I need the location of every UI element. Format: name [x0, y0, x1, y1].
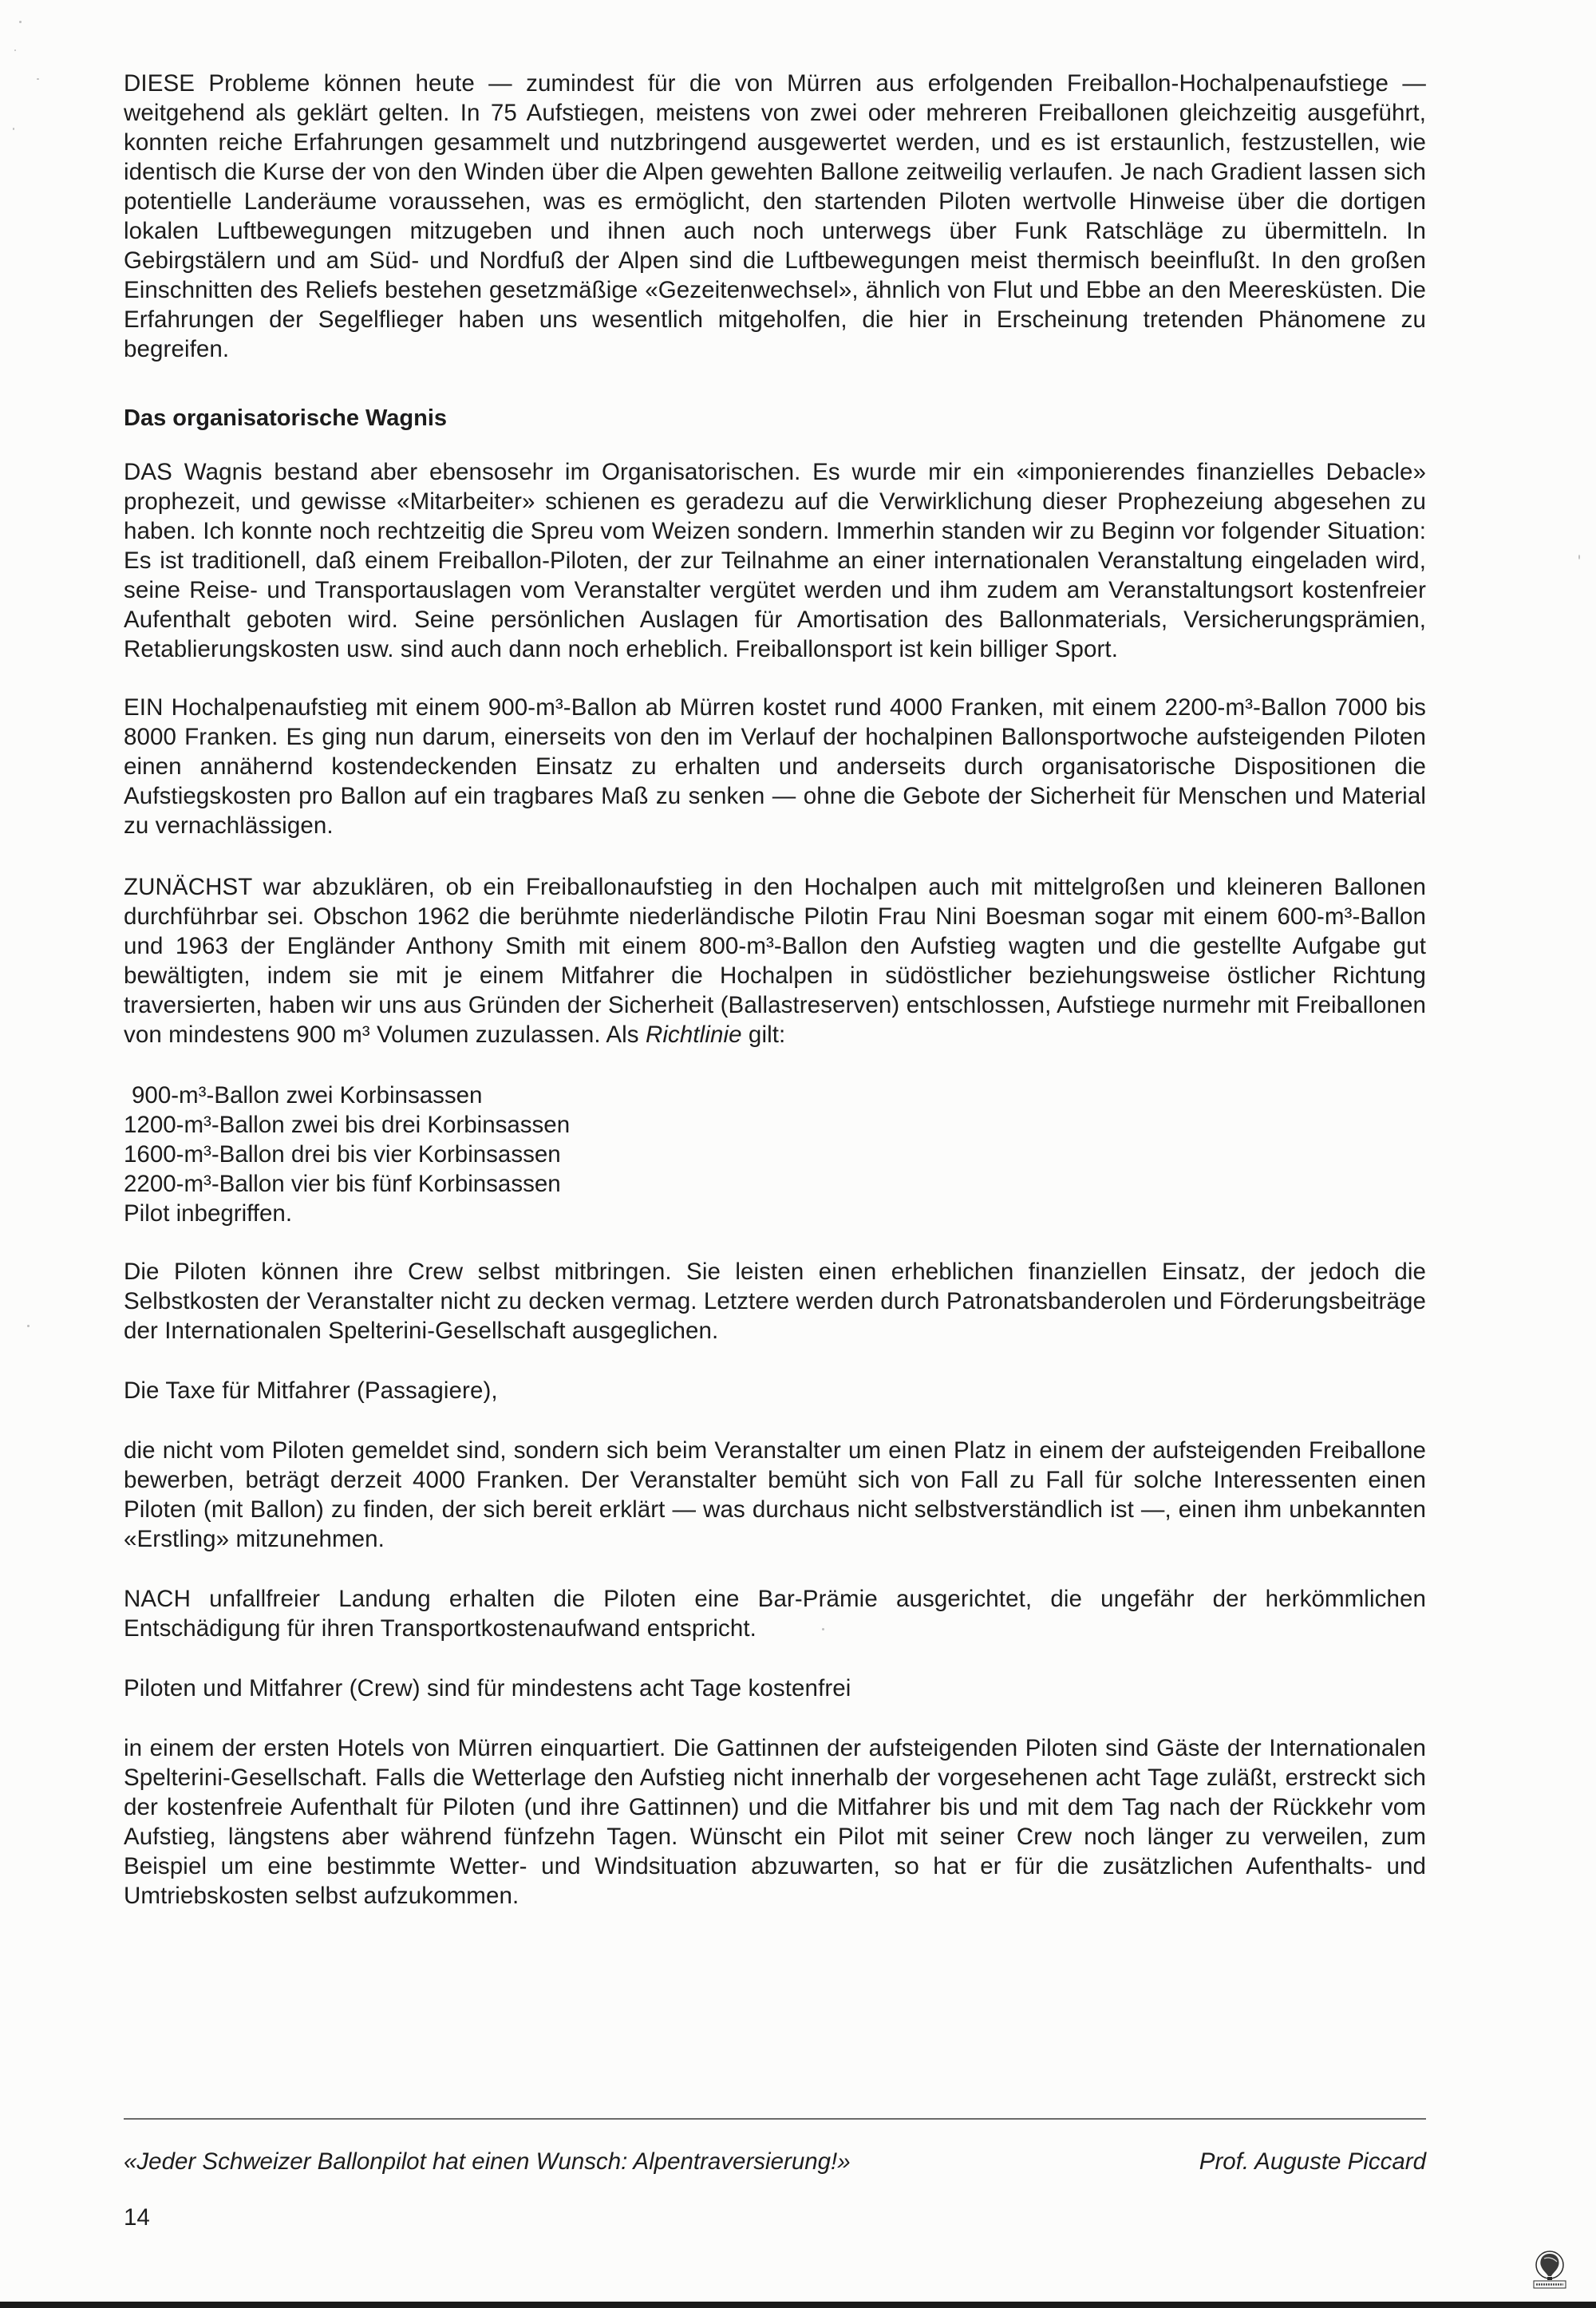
- footer-divider: [124, 2118, 1426, 2120]
- scan-speck: [822, 1628, 824, 1630]
- richtlinie-suffix: gilt:: [741, 1022, 786, 1048]
- page-number: 14: [124, 2204, 150, 2231]
- guideline-item: 2200-m³-Ballon vier bis fünf Korbinsassen: [124, 1171, 561, 1197]
- section-heading: Das organisatorische Wagnis: [124, 405, 448, 431]
- scan-speck: [13, 128, 14, 130]
- guideline-list: [124, 1081, 1426, 1228]
- scan-speck: [19, 21, 22, 23]
- paragraph-balloon-size-text: ZUNÄCHST war abzuklären, ob ein Freiballonaufstieg in den Hochalpen auch mit mittelgroßen und kleineren Ballonen durchführbar sei. Obschon 1962 die berühmte niederländische Pilotin Frau Nini Boesman sogar mit einem 600-m³-Ballon und 1963 der Engländer Anthony Smith mit einem 800-m³-Ballon den Aufstieg wagten und die gestellte Aufgabe gut bewältigten, indem sie mit je einem Mitfahrer die Hochalpen in südöstlicher beziehungsweise östlicher Richtung traversierten, haben wir uns aus Gründen der Sicherheit (Ballastreserven) entschlossen, Aufstiege nurmehr mit Freiballonen von mindestens 900 m³ Volumen zuzulassen. Als: [124, 874, 1426, 1048]
- footer-quote: «Jeder Schweizer Ballonpilot hat einen Wunsch: Alpentraversierung!»: [124, 2148, 851, 2175]
- guideline-item: 1600-m³-Ballon drei bis vier Korbinsassen: [124, 1141, 561, 1168]
- scan-speck: [37, 78, 39, 80]
- scan-speck: [1578, 555, 1580, 559]
- intro-paragraph: DIESE Probleme können heute — zumindest für die von Mürren aus erfolgenden Freiballon-Hochalpenaufstiege — weitgehend als geklärt gelten. In 75 Aufstiegen, meistens von zwei oder mehreren Freiballonen gleichzeitig ausgeführt, konnten reiche Erfahrungen gesammelt und nutzbringend ausgewertet werden, und es ist erstaunlich, festzustellen, wie identisch die Kurse der von den Winden über die Alpen gewehten Ballone zeitweilig verlaufen. Je nach Gradient lassen sich potentielle Landeräume voraussehen, was es ermöglicht, den startenden Piloten wertvolle Hinweise über die dortigen lokalen Luftbewegungen mitzugeben und ihnen auch noch unterwegs über Funk Ratschläge zu übermitteln. In Gebirgstälern und am Süd- und Nordfuß der Alpen sind die Luftbewegungen meist thermisch beeinflußt. In den großen Einschnitten des Reliefs bestehen gesetzmäßige «Gezeitenwechsel», ähnlich von Flut und Ebbe an den Meeresküsten. Die Erfahrungen der Segelflieger haben uns wesentlich mitgeholfen, die hier in Erscheinung tretenden Phänomene zu begreifen.: [124, 70, 1426, 362]
- paragraph-balloon-size: [124, 872, 1426, 1049]
- guideline-item: 900-m³-Ballon zwei Korbinsassen: [132, 1082, 483, 1109]
- passenger-lead: Die Taxe für Mitfahrer (Passagiere),: [124, 1377, 498, 1404]
- paragraph-crew: Die Piloten können ihre Crew selbst mitbringen. Sie leisten einen erheblichen finanziellen Einsatz, der jedoch die Selbstkosten der Veranstalter nicht zu decken vermag. Letztere werden durch Patronatsbanderolen und Förderungsbeiträge der Internationalen Spelterini-Gesellschaft ausgeglichen.: [124, 1259, 1426, 1344]
- paragraph-passenger-fee: die nicht vom Piloten gemeldet sind, sondern sich beim Veranstalter um einen Platz in einem der aufsteigenden Freiballone bewerben, beträgt derzeit 4000 Franken. Der Veranstalter bemüht sich von Fall zu Fall für solche Interessenten einen Piloten (mit Ballon) zu finden, der sich bereit erklärt — was durchaus nicht selbstverständlich ist —, einen ihm unbekannten «Erstling» mitzunehmen.: [124, 1437, 1426, 1552]
- scan-bottom-edge: [0, 2302, 1596, 2308]
- paragraph-lodging: in einem der ersten Hotels von Mürren einquartiert. Die Gattinnen der aufsteigenden Piloten sind Gäste der Internationalen Spelterini-Gesellschaft. Falls die Wetterlage den Aufstieg nicht innerhalb der vorgesehenen acht Tage zuläßt, erstreckt sich der kostenfreie Aufenthalt für Piloten (und ihre Gattinnen) und die Mitfahrer bis und mit dem Tag nach der Rückkehr vom Aufstieg, längstens aber während fünfzehn Tagen. Wünscht ein Pilot mit seiner Crew noch länger zu verweilen, zum Beispiel um eine bestimmte Wetter- und Windsituation abzuwarten, so hat er für die zusätzlichen Aufenthalts- und Umtriebskosten selbst aufzukommen.: [124, 1735, 1426, 1909]
- guideline-item: 1200-m³-Ballon zwei bis drei Korbinsassen: [124, 1112, 571, 1138]
- main-text-column: [124, 69, 1426, 1911]
- guideline-item: Pilot inbegriffen.: [124, 1200, 293, 1227]
- scan-speck: [27, 1325, 30, 1327]
- paragraph-organisational-risk: DAS Wagnis bestand aber ebensosehr im Organisatorischen. Es wurde mir ein «imponierendes finanzielles Debacle» prophezeit, und gewisse «Mitarbeiter» schienen es geradezu auf die Verwirklichung dieser Prophezeiung abgesehen zu haben. Ich konnte noch rechtzeitig die Spreu vom Weizen sondern. Immerhin standen wir zu Beginn vor folgender Situation: Es ist traditionell, daß einem Freiballon-Piloten, der zur Teilnahme an einer internationalen Veranstaltung eingeladen wird, seine Reise- und Transportauslagen vom Veranstalter vergütet werden und ihm zudem am Veranstaltungsort kostenfreier Aufenthalt geboten wird. Seine persönlichen Auslagen für Amortisation des Ballonmaterials, Versicherungsprämien, Retablierungskosten usw. sind auch dann noch erheblich. Freiballonsport ist kein billiger Sport.: [124, 459, 1426, 662]
- balloon-logo-icon: [1531, 2249, 1569, 2290]
- paragraph-ascent-costs: EIN Hochalpenaufstieg mit einem 900-m³-Ballon ab Mürren kostet rund 4000 Franken, mit einem 2200-m³-Ballon 7000 bis 8000 Franken. Es ging nun darum, einerseits von den im Verlauf der hochalpinen Ballonsportwoche aufsteigenden Piloten einen annähernd kostendeckenden Einsatz zu erhalten und anderseits durch organisatorische Dispositionen die Aufstiegskosten pro Ballon auf ein tragbares Maß zu senken — ohne die Gebote der Sicherheit für Menschen und Material zu vernachlässigen.: [124, 694, 1426, 839]
- scan-speck: [14, 49, 16, 51]
- lodging-lead: Piloten und Mitfahrer (Crew) sind für mindestens acht Tage kostenfrei: [124, 1675, 851, 1701]
- footer-attribution: Prof. Auguste Piccard: [1199, 2148, 1426, 2175]
- richtlinie-emphasis: Richtlinie: [645, 1022, 742, 1048]
- footer-quote-row: [124, 2147, 1426, 2176]
- paragraph-landing-bonus: NACH unfallfreier Landung erhalten die Piloten eine Bar-Prämie ausgerichtet, die ungefähr der herkömmlichen Entschädigung für ihren Transportkostenaufwand entspricht.: [124, 1586, 1426, 1642]
